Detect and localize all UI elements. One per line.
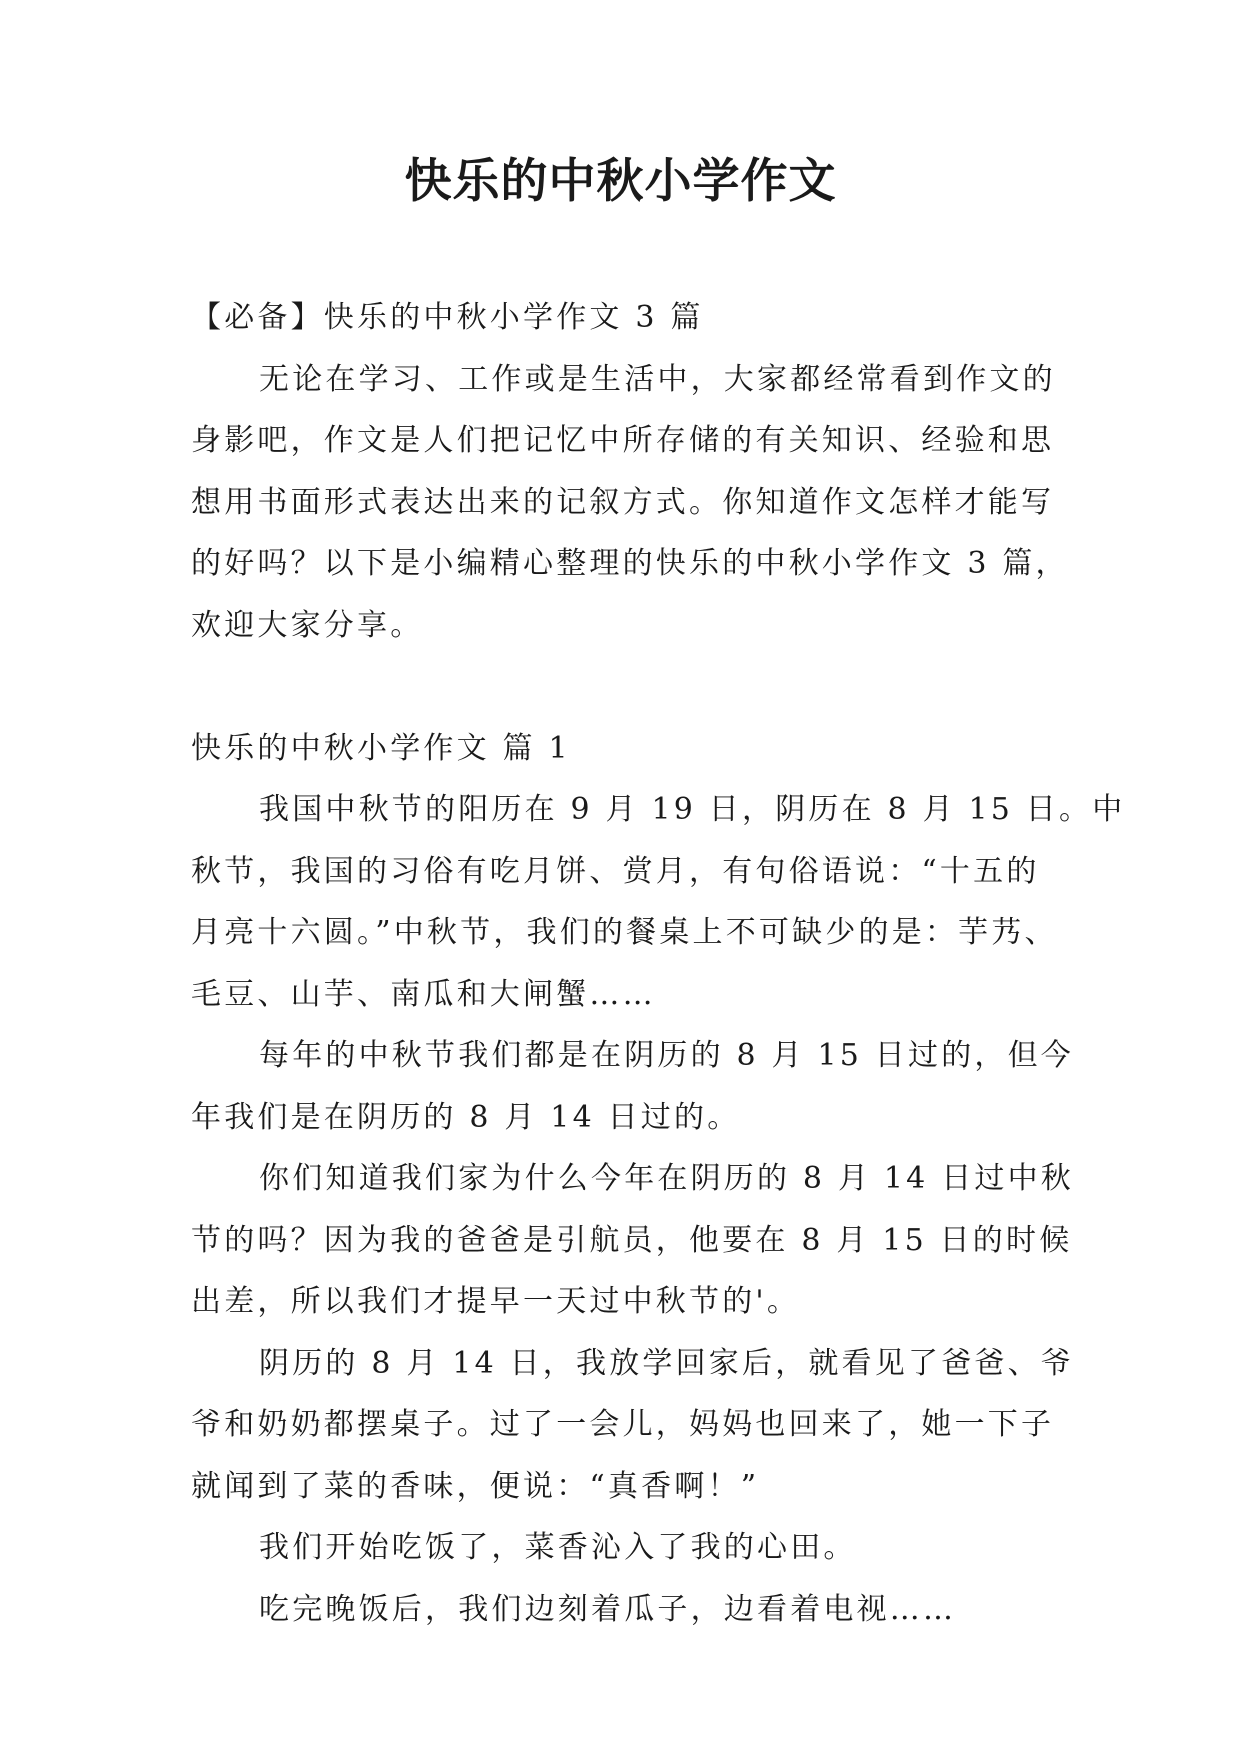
text-line: 【必备】快乐的中秋小学作文 3 篇 — [191, 300, 704, 335]
document-title: 快乐的中秋小学作文 — [404, 154, 837, 209]
blank-line — [191, 656, 1071, 718]
text-line: 每年的中秋节我们都是在阴历的 8 月 15 日过的，但今 — [259, 1038, 1075, 1073]
text-line: 的好吗？以下是小编精心整理的快乐的中秋小学作文 3 篇， — [191, 546, 1069, 581]
text-line: 欢迎大家分享。 — [191, 607, 424, 643]
text-line: 出差，所以我们才提早一天过中秋节的'。 — [191, 1284, 801, 1319]
text-line: 阴历的 8 月 14 日，我放学回家后，就看见了爸爸、爷 — [259, 1345, 1075, 1381]
text-line: 无论在学习、工作或是生活中，大家都经常看到作文的 — [259, 361, 1056, 397]
text-line: 吃完晚饭后，我们边刻着瓜子，边看着电视…… — [259, 1591, 957, 1627]
document-body — [191, 287, 1126, 1640]
text-line: 我国中秋节的阳历在 9 月 19 日，阴历在 8 月 15 日。中 — [259, 792, 1126, 827]
text-line: 快乐的中秋小学作文 篇 1 — [191, 730, 571, 766]
text-line: 毛豆、山芋、南瓜和大闸蟹…… — [191, 976, 656, 1012]
text-line: 月亮十六圆。”中秋节，我们的餐桌上不可缺少的是：芋艿、 — [191, 915, 1058, 950]
text-line: 年我们是在阴历的 8 月 14 日过的。 — [191, 1099, 741, 1135]
text-line: 节的吗？因为我的爸爸是引航员，他要在 8 月 15 日的时候 — [191, 1222, 1073, 1258]
text-line: 秋节，我国的习俗有吃月饼、赏月，有句俗语说：“十五的 — [191, 853, 1040, 889]
text-line: 就闻到了菜的香味，便说：“真香啊！” — [191, 1468, 760, 1504]
text-line: 你们知道我们家为什么今年在阴历的 8 月 14 日过中秋 — [259, 1161, 1075, 1196]
text-line: 爷和奶奶都摆桌子。过了一会儿，妈妈也回来了，她一下子 — [191, 1407, 1055, 1442]
text-line: 身影吧，作文是人们把记忆中所存储的有关知识、经验和思 — [191, 423, 1055, 458]
text-line: 我们开始吃饭了，菜香沁入了我的心田。 — [259, 1530, 857, 1565]
text-line: 想用书面形式表达出来的记叙方式。你知道作文怎样才能写 — [191, 484, 1055, 520]
